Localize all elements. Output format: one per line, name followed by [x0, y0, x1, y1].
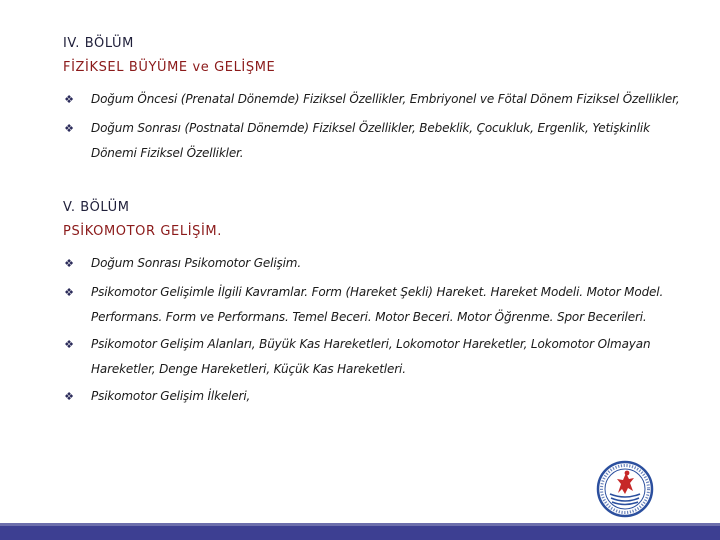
list-item: [62, 116, 692, 166]
diamond-bullet-icon: ❖: [64, 93, 74, 106]
list-item-text: Psikomotor Gelişimle İlgili Kavramlar. Form (Hareket Şekli) Hareket. Hareket Modeli. Motor Model. Performans. Form ve Performans. Temel Beceri. Motor Beceri. Motor Öğrenme. Spor Becerileri.: [91, 285, 664, 324]
diamond-bullet-icon: ❖: [64, 257, 74, 270]
diamond-bullet-icon: ❖: [64, 286, 74, 299]
section-4-part-heading: IV. BÖLÜM: [63, 36, 134, 51]
list-item-text: Doğum Sonrası (Postnatal Dönemde) Fiziksel Özellikler, Bebeklik, Çocukluk, Ergenlik, Yetişkinlik Dönemi Fiziksel Özellikler.: [91, 121, 650, 160]
footer-bar-stripe: [0, 523, 720, 526]
list-item-text: Psikomotor Gelişim İlkeleri,: [91, 389, 251, 403]
footer-bar: [0, 523, 720, 540]
list-item: [62, 251, 692, 276]
list-item: [62, 332, 692, 382]
list-item: [62, 384, 692, 409]
section-5-part-heading: V. BÖLÜM: [63, 200, 130, 215]
list-item-text: Psikomotor Gelişim Alanları, Büyük Kas Hareketleri, Lokomotor Hareketler, Lokomotor Olmayan Hareketler, Denge Hareketleri, Küçük Kas Hareketleri.: [91, 337, 651, 376]
list-item-text: Doğum Öncesi (Prenatal Dönemde) Fiziksel Özellikler, Embriyonel ve Fötal Dönem Fiziksel Özellikler,: [91, 92, 680, 106]
list-item: [62, 87, 692, 112]
diamond-bullet-icon: ❖: [64, 390, 74, 403]
diamond-bullet-icon: ❖: [64, 338, 74, 351]
university-emblem-icon: [596, 460, 654, 518]
section-5-title: PSİKOMOTOR GELİŞİM.: [63, 224, 222, 239]
section-4-title: FİZİKSEL BÜYÜME ve GELİŞME: [63, 60, 276, 75]
list-item: [62, 280, 692, 330]
diamond-bullet-icon: ❖: [64, 122, 74, 135]
list-item-text: Doğum Sonrası Psikomotor Gelişim.: [91, 256, 301, 270]
